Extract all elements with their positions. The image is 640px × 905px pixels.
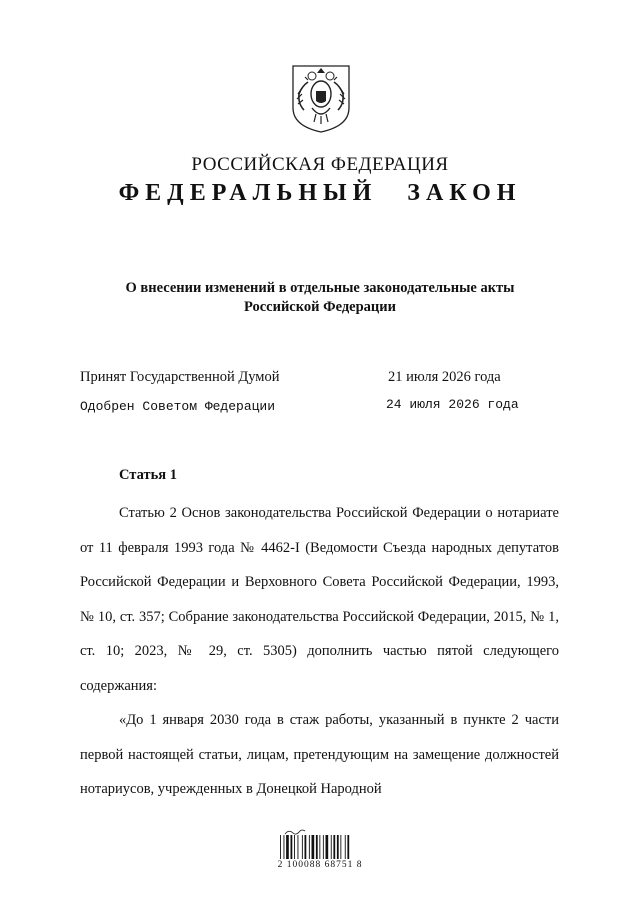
law-type-heading: ФЕДЕРАЛЬНЫЙ ЗАКОН — [118, 180, 522, 206]
duma-adoption-date: 21 июля 2026 года — [388, 369, 501, 385]
duma-adoption-label: Принят Государственной Думой — [80, 369, 280, 385]
article-paragraph: Статью 2 Основ законодательства Российской Федерации о нотариате от 11 февраля 1993 года № 4462-I (Ведомости Съезда народных депутатов Российской Федерации и Верховного Совета Российской Федерации, 1993, № 10, ст. 357; Собрание законодательства Российской Федерации, 2015, № 1, ст. 10; 2023, № 29, ст. 5305) дополнить частью пятой следующего содержания: — [80, 505, 559, 694]
barcode-icon — [279, 829, 359, 859]
law-title: О внесении изменений в отдельные законодательные акты Российской Федерации — [125, 280, 515, 315]
coat-of-arms-icon — [290, 64, 352, 134]
country-name: РОССИЙСКАЯ ФЕДЕРАЦИЯ — [191, 154, 449, 175]
barcode-number: 2 100088 68751 8 — [277, 860, 363, 870]
council-approval-label: Одобрен Советом Федерации — [80, 399, 276, 414]
article-heading: Статья 1 — [119, 467, 177, 483]
article-paragraph: «До 1 января 2030 года в стаж работы, указанный в пункте 2 части первой настоящей статьи, лицам, претендующим на замещение должностей нотариусов, учрежденных в Донецкой Народной — [80, 712, 559, 797]
council-approval-date: 24 июля 2026 года — [386, 397, 519, 412]
